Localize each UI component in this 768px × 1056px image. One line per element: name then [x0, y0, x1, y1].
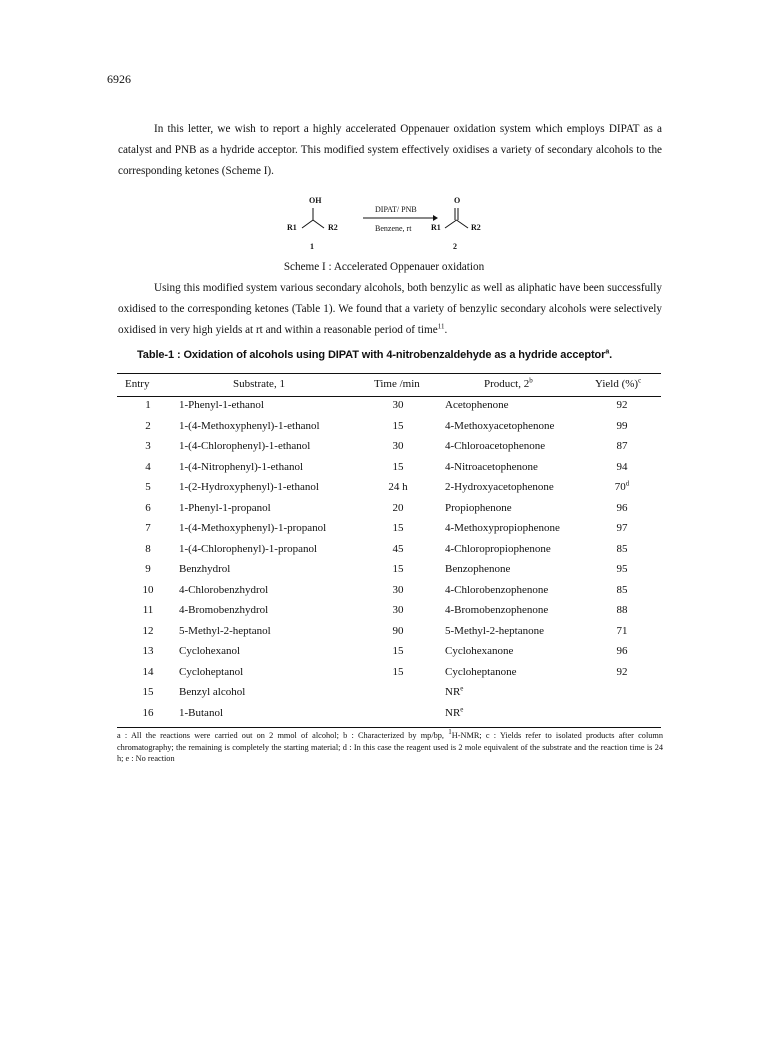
cell-product — [445, 522, 560, 534]
cell-product — [445, 625, 544, 637]
cell-product — [445, 686, 463, 698]
footnote-nmr-superscript: 1 — [448, 728, 452, 737]
cell-yield-text: 70 — [614, 481, 626, 493]
cell-product-text: 5-Methyl-2-heptanone — [445, 624, 544, 637]
cell-product-text: 4-Chloropropiophenone — [445, 542, 551, 555]
cell-time: 15 — [392, 645, 404, 657]
cell-product-text: 4-Methoxypropiophenone — [445, 522, 560, 534]
cell-substrate: 1-(4-Nitrophenyl)-1-ethanol — [179, 460, 304, 473]
table-title — [137, 349, 612, 361]
reactant-r1-label: R1 — [287, 223, 297, 232]
cell-entry: 16 — [142, 706, 154, 719]
cell-yield — [591, 625, 653, 637]
product-structure — [437, 198, 497, 238]
cell-product — [445, 604, 548, 616]
header-yield-text: Yield (%) — [595, 378, 639, 390]
cell-yield-text: 85 — [616, 542, 628, 555]
cell-yield — [591, 461, 653, 473]
cell-product-text: 4-Methoxyacetophenone — [445, 419, 555, 432]
table-row — [117, 602, 661, 622]
scheme-caption: Scheme I : Accelerated Oppenauer oxidation — [283, 261, 485, 273]
cell-entry: 10 — [142, 583, 154, 596]
cell-time: 90 — [392, 624, 404, 637]
table-row — [117, 705, 661, 725]
cell-yield — [591, 420, 653, 432]
table-row — [117, 643, 661, 663]
cell-yield — [591, 481, 653, 493]
cell-yield-text: 92 — [616, 399, 628, 411]
cell-product — [445, 399, 509, 411]
cell-entry: 1 — [145, 399, 151, 411]
table-row — [117, 541, 661, 561]
cell-time: 45 — [392, 542, 404, 555]
header-product — [484, 378, 533, 390]
cell-substrate: 4-Chlorobenzhydrol — [179, 583, 269, 596]
cell-entry: 5 — [145, 481, 151, 493]
cell-product-text: Propiophenone — [445, 501, 512, 514]
results-paragraph — [118, 278, 662, 341]
header-time: Time /min — [374, 378, 420, 390]
cell-product — [445, 704, 464, 719]
cell-yield-text: 92 — [616, 665, 628, 678]
cell-entry: 15 — [142, 686, 154, 698]
reference-superscript: 11 — [437, 322, 445, 331]
table-footnotes — [117, 730, 663, 765]
cell-product — [445, 543, 551, 555]
reactant-structure — [293, 198, 353, 238]
cell-substrate: 1-Phenyl-1-propanol — [179, 501, 271, 514]
table-title-superscript: a — [605, 348, 610, 356]
cell-yield-text: 96 — [616, 645, 628, 657]
table-row — [117, 397, 661, 417]
reactant-oh-label: OH — [309, 196, 322, 205]
cell-time: 30 — [392, 583, 404, 596]
cell-substrate: 1-(2-Hydroxyphenyl)-1-ethanol — [179, 481, 319, 493]
cell-substrate: 1-(4-Methoxyphenyl)-1-propanol — [179, 522, 327, 534]
footnote-part-a: a : All the reactions were carried out on 2 mmol of alcohol; b : Characterized by mp/bp, — [117, 731, 445, 740]
cell-substrate: Benzhydrol — [179, 563, 231, 575]
cell-substrate: 1-(4-Chlorophenyl)-1-propanol — [179, 542, 318, 555]
cell-entry: 13 — [142, 645, 154, 657]
cell-yield-text: 87 — [616, 440, 628, 452]
cell-time: 15 — [392, 563, 404, 575]
cell-yield — [591, 522, 653, 534]
reaction-scheme — [285, 196, 505, 256]
table-top-rule — [117, 373, 661, 374]
product-r2-label: R2 — [471, 223, 481, 232]
table-row — [117, 459, 661, 479]
cell-substrate: Benzyl alcohol — [179, 686, 246, 698]
cell-entry: 9 — [145, 563, 151, 575]
cell-product — [445, 563, 510, 575]
cell-yield — [591, 666, 653, 678]
cell-yield — [591, 502, 653, 514]
reactant-r2-label: R2 — [328, 223, 338, 232]
cell-time: 15 — [392, 460, 404, 473]
cell-yield — [591, 645, 653, 657]
cell-product — [445, 666, 516, 678]
cell-yield-superscript: d — [625, 479, 630, 488]
cell-substrate: 4-Bromobenzhydrol — [179, 604, 269, 616]
cell-yield-text: 96 — [616, 501, 628, 514]
cell-substrate: Cycloheptanol — [179, 665, 244, 678]
product-number: 2 — [453, 242, 457, 251]
cell-time: 30 — [392, 604, 404, 616]
cell-product — [445, 420, 554, 432]
reagents-below-label: Benzene, rt — [375, 224, 412, 233]
cell-yield-text: 85 — [616, 583, 628, 596]
cell-entry: 12 — [142, 624, 154, 637]
table-row — [117, 438, 661, 458]
table-title-end: . — [609, 349, 613, 361]
table-row — [117, 500, 661, 520]
cell-yield-text: 95 — [616, 563, 628, 575]
cell-product-text: 2-Hydroxyacetophenone — [445, 481, 554, 493]
cell-entry: 4 — [145, 460, 151, 473]
cell-yield — [591, 604, 653, 616]
cell-product — [445, 584, 548, 596]
header-substrate: Substrate, 1 — [233, 378, 285, 390]
cell-entry: 8 — [145, 542, 151, 555]
table-row — [117, 684, 661, 704]
product-o-label: O — [454, 196, 461, 205]
cell-yield — [591, 543, 653, 555]
cell-yield-text: 88 — [616, 604, 628, 616]
cell-product-text: 4-Chloroacetophenone — [445, 440, 546, 452]
cell-entry: 2 — [145, 419, 151, 432]
cell-time: 15 — [392, 522, 404, 534]
cell-yield-text: 99 — [616, 419, 628, 432]
cell-yield — [591, 584, 653, 596]
cell-product-text: 4-Bromobenzophenone — [445, 604, 549, 616]
cell-entry: 6 — [145, 501, 151, 514]
table-row — [117, 582, 661, 602]
cell-entry: 14 — [142, 665, 154, 678]
header-yield-superscript: c — [638, 376, 642, 385]
cell-product-text: 4-Nitroacetophenone — [445, 460, 538, 473]
table-row — [117, 623, 661, 643]
cell-product-text: 4-Chlorobenzophenone — [445, 583, 549, 596]
results-paragraph-end: . — [444, 324, 448, 336]
table-row — [117, 664, 661, 684]
cell-product-superscript: e — [460, 704, 464, 713]
cell-product-text: NR — [445, 706, 461, 719]
page-number: 6926 — [107, 72, 131, 86]
cell-product — [445, 440, 545, 452]
cell-substrate: 1-Butanol — [179, 706, 223, 719]
cell-time: 15 — [392, 665, 404, 678]
cell-product-text: Cycloheptanone — [445, 665, 517, 678]
cell-product — [445, 645, 513, 657]
table-bottom-rule — [117, 727, 661, 728]
cell-entry: 11 — [142, 604, 154, 616]
cell-substrate: 5-Methyl-2-heptanol — [179, 624, 271, 637]
table-header-row — [117, 376, 661, 394]
cell-time: 20 — [392, 501, 404, 514]
cell-product-text: NR — [445, 686, 461, 698]
table-row — [117, 418, 661, 438]
cell-yield-text: 94 — [616, 460, 628, 473]
header-product-superscript: b — [529, 376, 533, 385]
cell-yield-text: 97 — [616, 522, 628, 534]
cell-product — [445, 502, 512, 514]
header-entry: Entry — [125, 378, 150, 390]
intro-paragraph: In this letter, we wish to report a highly accelerated Oppenauer oxidation system which employs DIPAT as a catalyst and PNB as a hydride acceptor. This modified system effectively oxidises a variety of secondary alcohols to the corresponding ketones (Scheme I). — [118, 123, 662, 177]
cell-substrate: 1-(4-Methoxyphenyl)-1-ethanol — [179, 419, 320, 432]
table-row — [117, 561, 661, 581]
table-row — [117, 479, 661, 499]
cell-product-text: Benzophenone — [445, 563, 511, 575]
table-title-text: Table-1 : Oxidation of alcohols using DIPAT with 4-nitrobenzaldehyde as a hydride acceptor — [137, 349, 606, 361]
table-row — [117, 520, 661, 540]
cell-yield — [591, 399, 653, 411]
cell-time: 30 — [392, 399, 404, 411]
cell-product-text: Acetophenone — [445, 399, 509, 411]
cell-substrate: 1-(4-Chlorophenyl)-1-ethanol — [179, 440, 311, 452]
reaction-arrow — [363, 214, 438, 222]
cell-entry: 3 — [145, 440, 151, 452]
cell-product-superscript: e — [460, 684, 464, 693]
cell-product — [445, 461, 538, 473]
cell-time: 30 — [392, 440, 404, 452]
cell-time: 15 — [392, 419, 404, 432]
cell-substrate: Cyclohexanol — [179, 645, 241, 657]
cell-time: 24 h — [388, 481, 408, 493]
cell-product — [445, 481, 554, 493]
reagents-above-label: DIPAT/ PNB — [375, 205, 417, 214]
cell-product-text: Cyclohexanone — [445, 645, 514, 657]
cell-yield — [591, 563, 653, 575]
footnote-part-b: H-NMR; c : Yields refer to isolated products after column chromatography; the remaining is completely the starting material; d : In this case the reagent used is 2 mole equivalent of the substrate and the reaction time is 24 h; e : No reaction — [117, 731, 664, 763]
header-yield — [595, 378, 641, 390]
cell-entry: 7 — [145, 522, 151, 534]
cell-yield-text: 71 — [616, 624, 628, 637]
results-paragraph-text: Using this modified system various secondary alcohols, both benzylic as well as aliphatic have been successfully oxidised to the corresponding ketones (Table 1). We found that a variety of benzylic secondary alcohols were selectively oxidised in very high yields at rt and within a reasonable period of time — [118, 282, 662, 336]
product-r1-label: R1 — [431, 223, 441, 232]
reactant-number: 1 — [310, 242, 314, 251]
cell-yield — [591, 440, 653, 452]
cell-substrate: 1-Phenyl-1-ethanol — [179, 399, 264, 411]
header-product-text: Product, 2 — [484, 378, 530, 390]
